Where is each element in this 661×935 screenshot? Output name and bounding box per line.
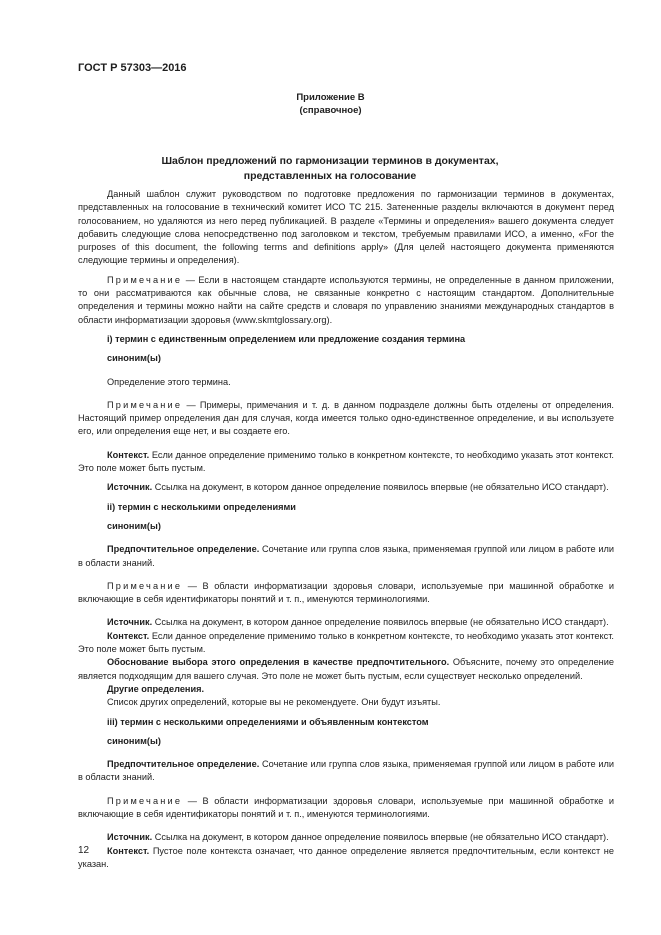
section-2-rationale: Обоснование выбора этого определения в качестве предпочтительного. Объясните, почему это определение является подходящим для вашего случая. Это поле не может быть пустым, если существует несколько определений. [78, 657, 615, 681]
section-3-synonyms: синоним(ы) [107, 735, 161, 746]
note-label: Примечание [107, 274, 183, 285]
document-title [90, 154, 570, 184]
section-2-preferred: Предпочтительное определение. Сочетание или группа слов языка, применяемая группой или лицом в работе или в области знаний. [78, 544, 614, 568]
section-1-source: Источник. Ссылка на документ, в котором данное определение появилось впервые (не обязательно ИСО стандарт). [107, 482, 609, 493]
section-2-heading: ii) термин с несколькими определениями [107, 501, 296, 512]
section-3-preferred: Предпочтительное определение. Сочетание или группа слов языка, применяемая группой или лицом в работе или в области знаний. [78, 759, 614, 783]
annex-title: Приложение В [296, 92, 365, 103]
section-2-source: Источник. Ссылка на документ, в котором данное определение появилось впервые (не обязательно ИСО стандарт). [107, 617, 609, 628]
annex-subtitle: (справочное) [299, 105, 362, 116]
page-number: 12 [78, 845, 90, 856]
section-1-synonyms: синоним(ы) [107, 353, 161, 364]
title-line-2: представленных на голосование [243, 170, 417, 182]
section-1-context: Контекст. Если данное определение применимо только в конкретном контексте, то необходимо указать этот контекст. Это поле может быть пустым. [78, 449, 614, 474]
standard-number: ГОСТ Р 57303—2016 [78, 62, 187, 74]
section-1-definition: Определение этого термина. [107, 376, 231, 387]
section-3-note: Примечание — В области информатизации здоровья словари, используемые при машинной обработке и включающие в себя идентификаторы понятий и т. п., именуются терминологиями. [78, 795, 614, 819]
section-1-note: Примечание — Примеры, примечания и т. д. в данном подразделе должны быть отделены от определения. Настоящий пример определения дан для случая, когда имеется только одно-единственное определение, и вы используете его, или определения еще нет, и вы создаете его. [78, 399, 614, 437]
body-content [78, 188, 614, 871]
section-3-heading: iii) термин с несколькими определениями и объявленным контекстом [107, 716, 429, 727]
section-2-context: Контекст. Если данное определение применимо только в конкретном контексте, то необходимо указать этот контекст. Это поле может быть пустым. [78, 630, 614, 655]
section-3-context: Контекст. Пустое поле контекста означает, что данное определение является предпочтительным, если контекст не указан. [78, 845, 614, 869]
intro-paragraph: Данный шаблон служит руководством по подготовке предложения по гармонизации терминов в документах, представленных на голосование в технический комитет ИСО ТС 215. Затененные разделы включаются в документ перед голосованием, но удаляются из него перед публикацией. В разделе «Термины и определения» вашего документа следует добавить следующие слова непосредственно под заголовком и текстом, требуемым правилами ИСО, а именно, «For the purposes of this document, the following terms and definitions apply» (Для целей настоящего документа применяются следующие термины и определения). [78, 189, 614, 266]
section-1-heading: i) термин с единственным определением или предложение создания термина [107, 333, 466, 344]
note-paragraph [78, 274, 614, 327]
section-3-source: Источник. Ссылка на документ, в котором данное определение появилось впервые (не обязательно ИСО стандарт). [107, 832, 609, 843]
section-2-other-text: Список других определений, которые вы не рекомендуете. Они будут изъяты. [107, 697, 441, 708]
section-2-synonyms: синоним(ы) [107, 520, 161, 531]
section-2-other-heading: Другие определения. [107, 683, 205, 694]
title-line-1: Шаблон предложений по гармонизации терминов в документах, [161, 155, 499, 167]
section-2-note: Примечание — В области информатизации здоровья словари, используемые при машинной обработке и включающие в себя идентификаторы понятий и т. п., именуются терминологиями. [78, 580, 614, 605]
note-text: — Если в настоящем стандарте используются термины, не определенные в данном приложении, то они рассматриваются как обычные слова, не связанные конкретно с настоящим стандартом. Дополнительные определения и термины можно найти на сайте средств и словаря по управлению знаниями международных стандартов в области информатизации здоровья (www.skmtglossary.org). [78, 274, 614, 325]
